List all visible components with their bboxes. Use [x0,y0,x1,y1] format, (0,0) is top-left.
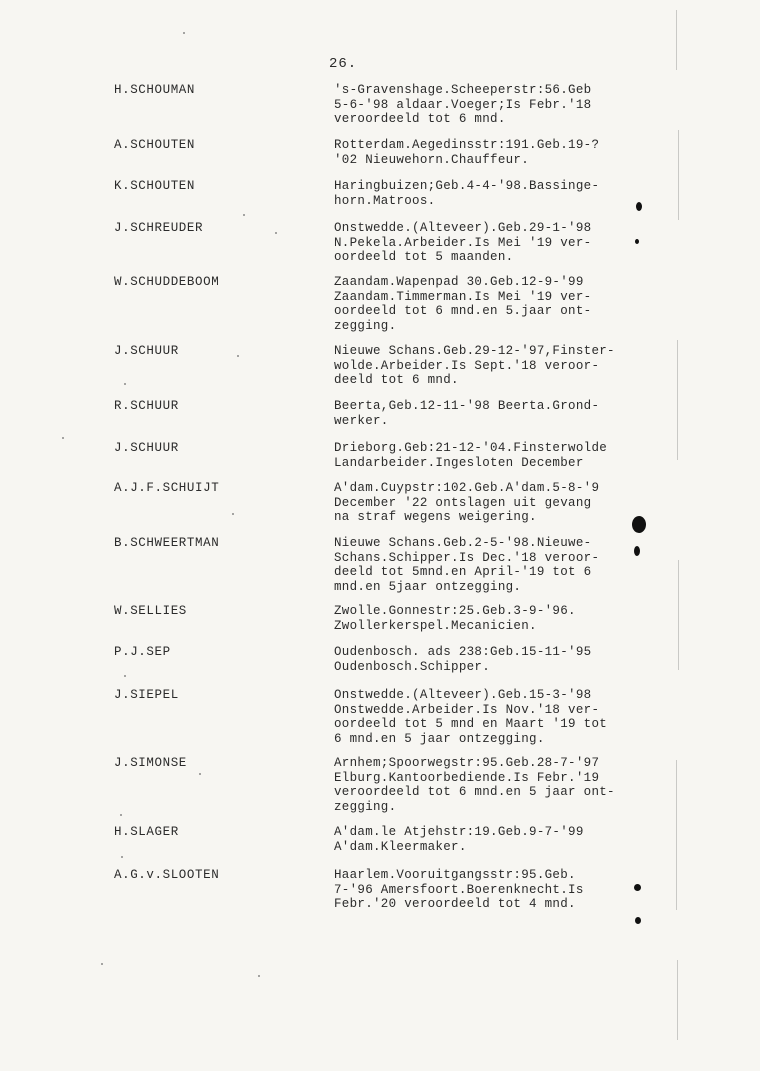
entry-name: B.SCHWEERTMAN [114,536,220,550]
entry-name: J.SCHUUR [114,441,179,455]
entry-line: zegging. [334,799,397,814]
entry-line: N.Pekela.Arbeider.Is Mei '19 ver- [334,235,592,250]
entry-name: A.SCHOUTEN [114,138,196,152]
scan-speck [121,856,123,858]
scan-speck [124,675,126,677]
entry-name: K.SCHOUTEN [114,179,196,193]
entry-details [334,481,634,525]
entry-details [334,604,634,633]
entry-line: Schans.Schipper.Is Dec.'18 veroor- [334,550,600,565]
entry-name: H.SCHOUMAN [114,83,196,97]
scan-speck [124,383,126,385]
entry-details [334,688,634,746]
entry-line: Oudenbosch. ads 238:Geb.15-11-'95 [334,645,592,659]
entry-details [334,756,634,814]
scan-edge-mark [677,340,678,460]
entry-line: Zwollerkerspel.Mecanicien. [334,618,537,633]
entry-line: Febr.'20 veroordeeld tot 4 mnd. [334,897,576,911]
entry-details [334,868,634,912]
entry-line: Zwolle.Gonnestr:25.Geb.3-9-'96. [334,604,576,618]
page-number: 26. [329,56,358,72]
entry-name: P.J.SEP [114,645,171,659]
entry-name: W.SCHUDDEBOOM [114,275,220,289]
entry-line: A'dam.le Atjehstr:19.Geb.9-7-'99 [334,825,584,839]
entry-line: Onstwedde.(Alteveer).Geb.29-1-'98 [334,221,592,235]
entry-line: Onstwedde.Arbeider.Is Nov.'18 ver- [334,702,600,717]
scan-speck [183,32,185,34]
entry-name: J.SCHREUDER [114,221,204,235]
entry-line: December '22 ontslagen uit gevang [334,495,592,510]
entry-details [334,536,634,594]
entry-name: J.SIMONSE [114,756,187,770]
ink-blot [635,917,641,924]
scan-speck [258,975,260,977]
entry-details [334,83,634,127]
entry-line: Haarlem.Vooruitgangsstr:95.Geb. [334,868,576,882]
scan-edge-mark [676,760,677,910]
ink-blot [634,546,640,556]
entry-details [334,344,634,388]
entry-details [334,645,634,674]
entry-details [334,441,634,470]
entry-name: J.SCHUUR [114,344,179,358]
entry-line: zegging. [334,318,397,333]
scan-speck [62,437,64,439]
scan-edge-mark [678,130,679,220]
entry-line: 7-'96 Amersfoort.Boerenknecht.Is [334,882,584,897]
scan-speck [120,814,122,816]
entry-line: Nieuwe Schans.Geb.2-5-'98.Nieuwe- [334,536,592,550]
entry-line: Zaandam.Timmerman.Is Mei '19 ver- [334,289,592,304]
scan-speck [243,214,245,216]
entry-line: oordeeld tot 5 maanden. [334,250,514,264]
scan-speck [101,963,103,965]
entry-line: horn.Matroos. [334,193,436,208]
entry-details [334,825,634,854]
scan-speck [275,232,277,234]
entry-line: A'dam.Kleermaker. [334,839,467,854]
entry-line: mnd.en 5jaar ontzegging. [334,579,522,594]
scan-speck [237,355,239,357]
scan-speck [199,773,201,775]
entry-details [334,138,634,167]
entry-line: deeld tot 6 mnd. [334,373,459,387]
entry-details [334,179,634,208]
entry-line: Rotterdam.Aegedinsstr:191.Geb.19-? [334,138,600,152]
entry-name: R.SCHUUR [114,399,179,413]
entry-line: '02 Nieuwehorn.Chauffeur. [334,152,530,167]
entry-line: Haringbuizen;Geb.4-4-'98.Bassinge- [334,179,600,193]
entry-line: A'dam.Cuypstr:102.Geb.A'dam.5-8-'9 [334,481,600,495]
scan-speck [232,513,234,515]
ink-blot [632,516,646,533]
entry-line: Landarbeider.Ingesloten December [334,455,584,470]
entry-line: oordeeld tot 5 mnd en Maart '19 tot [334,717,608,731]
entry-line: werker. [334,413,389,428]
entry-name: A.G.v.SLOOTEN [114,868,220,882]
entry-line: Arnhem;Spoorwegstr:95.Geb.28-7-'97 [334,756,600,770]
entry-line: veroordeeld tot 6 mnd. [334,112,506,126]
entry-line: Zaandam.Wapenpad 30.Geb.12-9-'99 [334,275,584,289]
entry-line: oordeeld tot 6 mnd.en 5.jaar ont- [334,304,592,318]
entry-line: 6 mnd.en 5 jaar ontzegging. [334,731,545,746]
entry-line: Oudenbosch.Schipper. [334,659,491,674]
scan-edge-mark [678,560,679,670]
entry-line: Drieborg.Geb:21-12-'04.Finsterwolde [334,441,608,455]
entry-line: 's-Gravenshage.Scheeperstr:56.Geb [334,83,592,97]
scan-edge-mark [676,10,677,70]
entry-name: H.SLAGER [114,825,179,839]
ink-blot [634,884,641,891]
scan-edge-mark [677,960,678,1040]
entry-line: Onstwedde.(Alteveer).Geb.15-3-'98 [334,688,592,702]
entry-details [334,221,634,265]
ink-blot [635,239,639,244]
entry-line: wolde.Arbeider.Is Sept.'18 veroor- [334,358,600,373]
entry-line: 5-6-'98 aldaar.Voeger;Is Febr.'18 [334,97,592,112]
entry-name: A.J.F.SCHUIJT [114,481,220,495]
entry-name: J.SIEPEL [114,688,179,702]
entry-line: na straf wegens weigering. [334,510,537,524]
entry-details [334,275,634,333]
ink-blot [636,202,642,211]
entry-line: Elburg.Kantoorbediende.Is Febr.'19 [334,770,600,785]
entry-details [334,399,634,428]
entry-line: deeld tot 5mnd.en April-'19 tot 6 [334,565,592,579]
entry-line: veroordeeld tot 6 mnd.en 5 jaar ont- [334,785,615,799]
entry-line: Nieuwe Schans.Geb.29-12-'97,Finster- [334,344,615,358]
entry-line: Beerta,Geb.12-11-'98 Beerta.Grond- [334,399,600,413]
entry-name: W.SELLIES [114,604,187,618]
